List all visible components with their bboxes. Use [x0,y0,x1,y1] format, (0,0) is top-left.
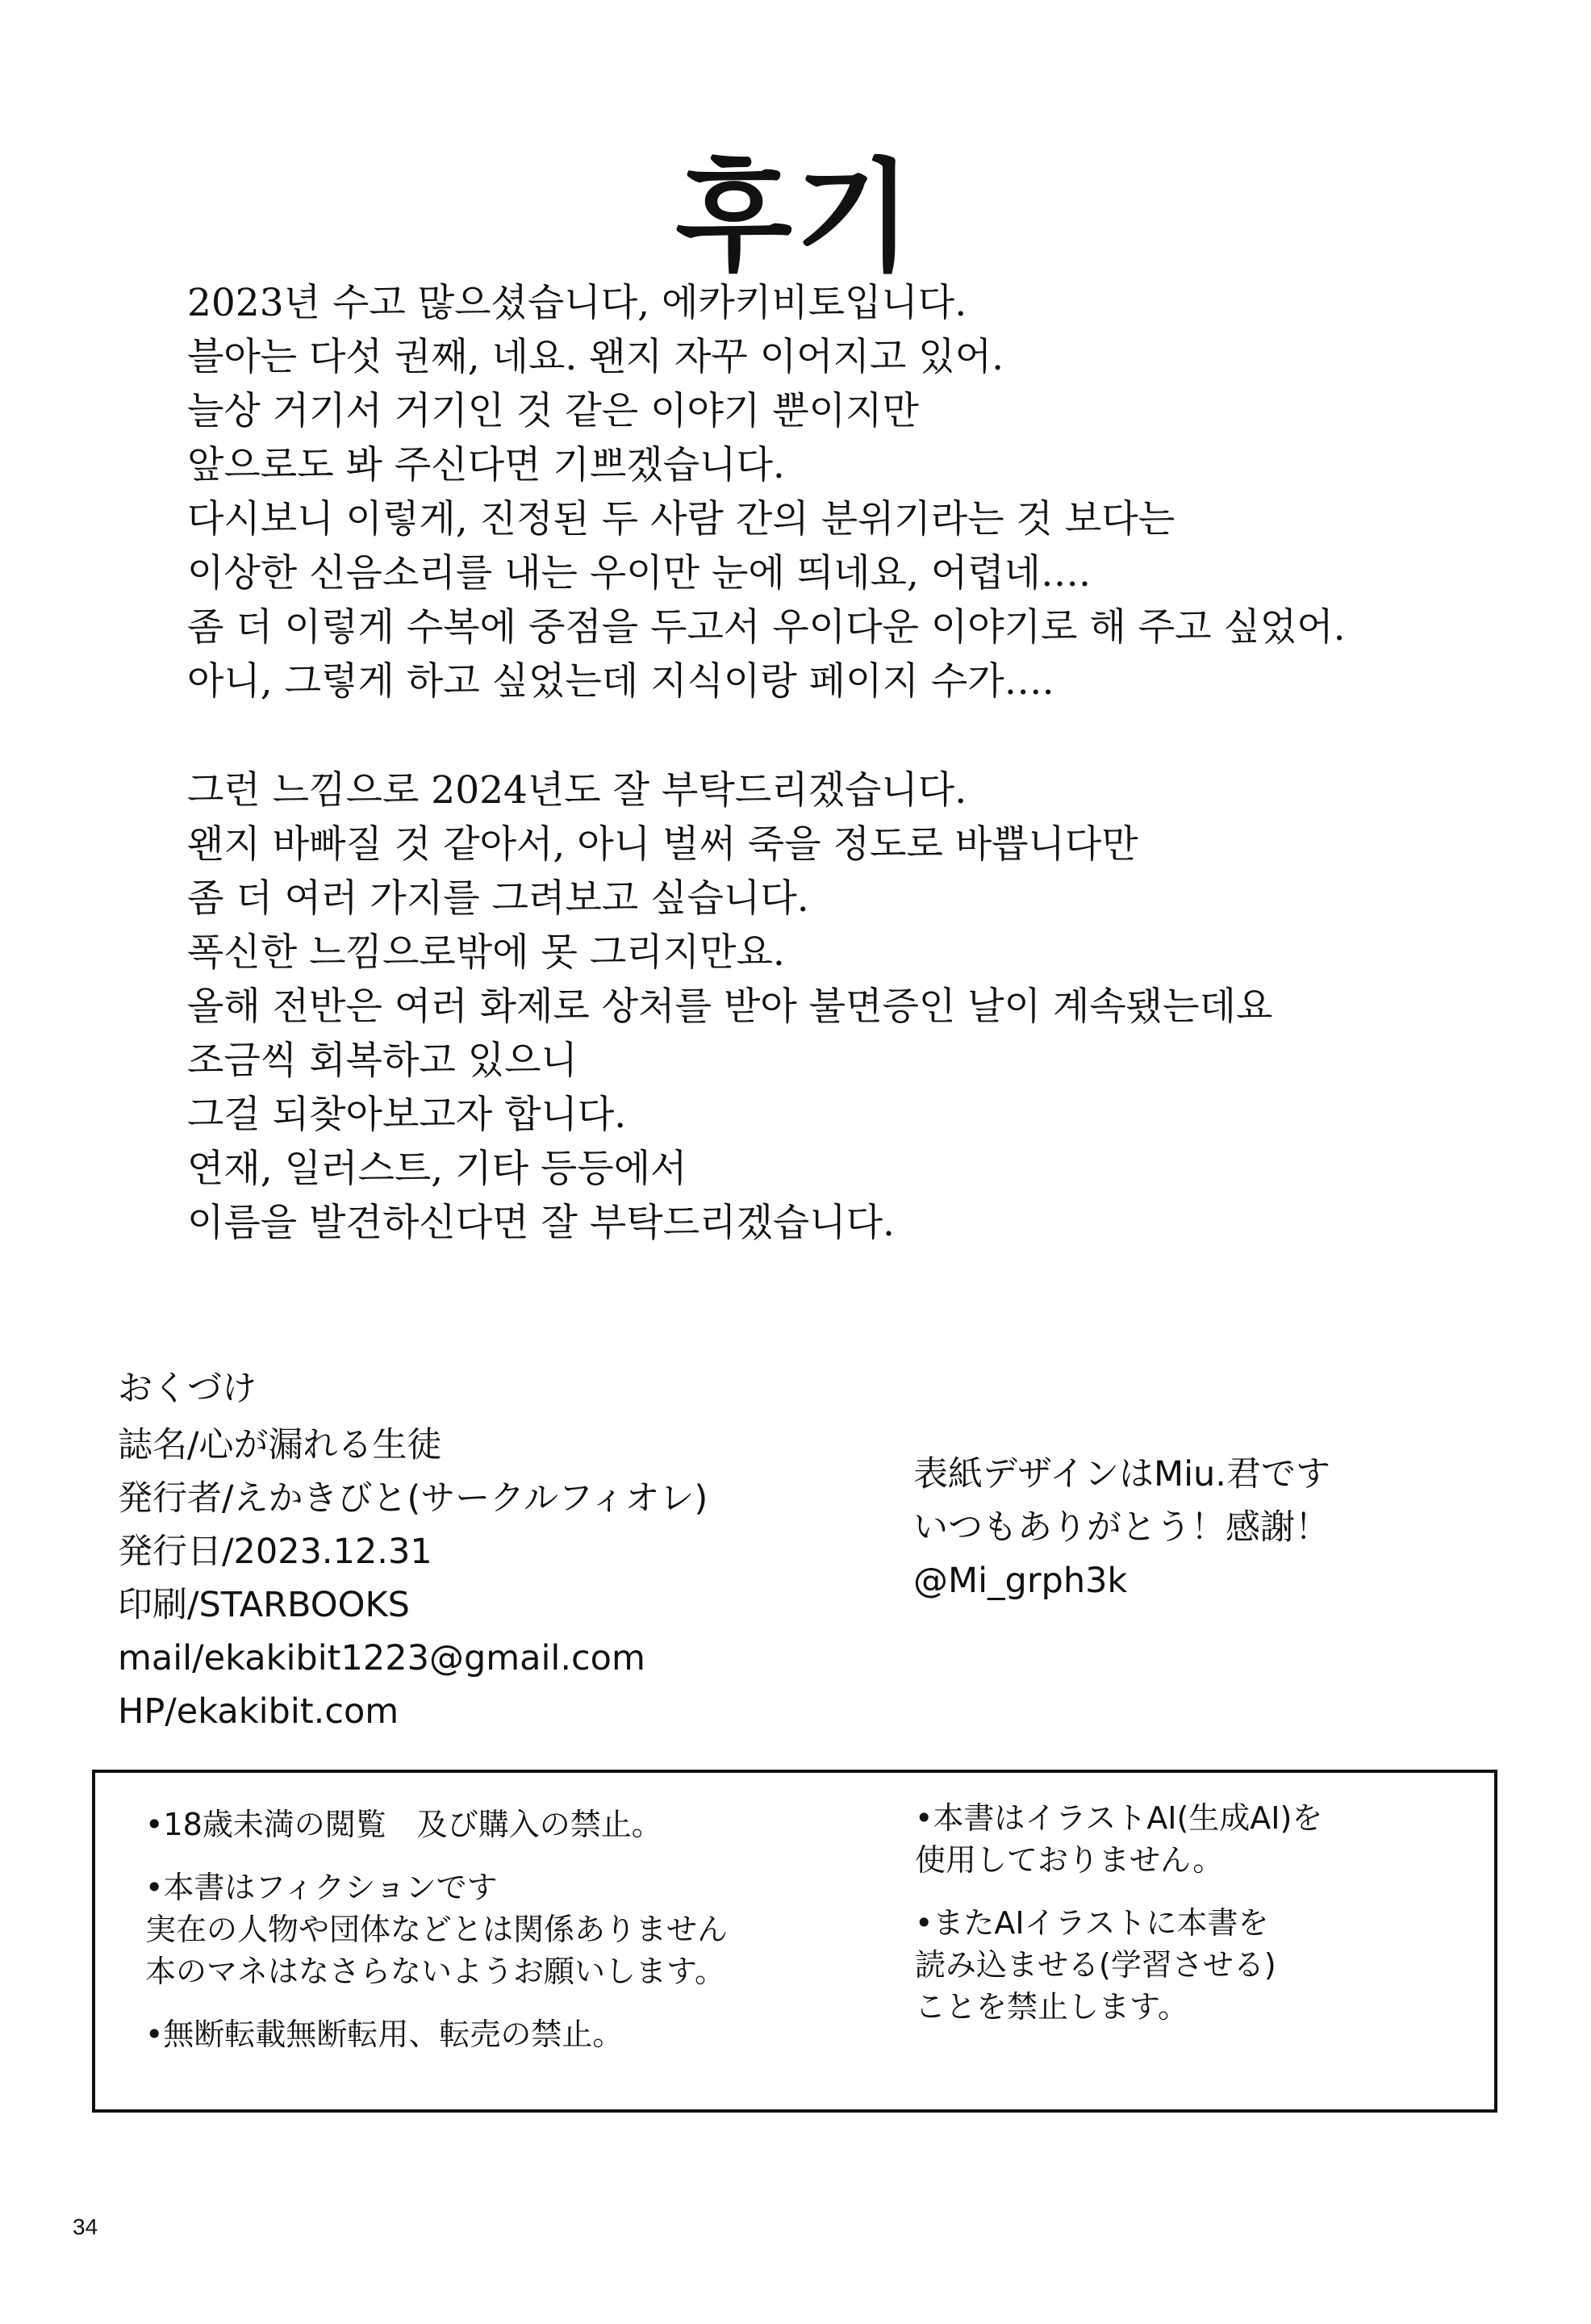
afterword-line: 연재, 일러스트, 기타 등등에서 [187,1147,687,1191]
afterword-line: 앞으로도 봐 주신다면 기쁘겠습니다. [187,443,785,487]
afterword-line: 늘상 거기서 거기인 것 같은 이야기 뿐이지만 [187,389,919,433]
afterword-paragraph-2 [187,763,1446,1250]
notice-line: •本書はフィクションです [145,1870,498,1905]
afterword-line: 왠지 바빠질 것 같아서, 아니 벌써 죽을 정도로 바쁩니다만 [187,822,1138,867]
afterword-line: 올해 전반은 여러 화제로 상처를 받아 불면증인 날이 계속됐는데요 [187,984,1273,1029]
notice-line: 使用しておりません。 [915,1842,1224,1878]
colophon-printer: 印刷/STARBOOKS [118,1585,410,1625]
afterword-line: 2023년 수고 많으셨습니다, 에카키비토입니다. [187,281,967,325]
colophon-publisher: 発行者/えかきびと(サークルフィオレ) [118,1478,708,1519]
afterword-line: 이상한 신음소리를 내는 우이만 눈에 띄네요, 어렵네…. [187,551,1091,596]
notice-item [145,1804,920,1845]
colophon-heading: おくづけ [118,1369,257,1409]
credit-line: 表紙デザインはMiu.君です [913,1454,1330,1494]
notice-column-right [915,1797,1464,2049]
credit-line: いつもありがとう！感謝！ [913,1507,1330,1548]
colophon [118,1362,844,1738]
notice-line: ことを禁止します。 [915,1989,1188,2025]
notice-item [915,1902,1464,2028]
afterword-line: 조금씩 회복하고 있으니 [187,1039,578,1083]
afterword-line: 이름을 발견하신다면 잘 부탁드리겠습니다. [187,1201,895,1245]
notice-line: •18歳未満の閲覧 及び購入の禁止。 [145,1807,662,1842]
colophon-date: 発行日/2023.12.31 [118,1532,432,1572]
afterword-line: 그런 느낌으로 2024년도 잘 부탁드리겠습니다. [187,768,967,813]
notice-column-left [145,1804,920,2076]
cover-design-credit [913,1448,1543,1607]
afterword-line: 다시보니 이렇게, 진정된 두 사람 간의 분위기라는 것 보다는 [187,497,1176,541]
notice-line: 本のマネはなさらないようお願いします。 [145,1954,725,1989]
afterword-line: 블아는 다섯 권째, 네요. 왠지 자꾸 이어지고 있어. [187,335,1004,379]
afterword-body [187,276,1446,1250]
afterword-line: 아니, 그렇게 하고 싶었는데 지식이랑 페이지 수가…. [187,659,1054,704]
afterword-line: 좀 더 여러 가지를 그려보고 싶습니다. [187,876,809,921]
afterword-line: 폭신한 느낌으로밖에 못 그리지만요. [187,930,785,975]
notice-line: 実在の人物や団体などとは関係ありません [145,1912,729,1947]
notice-line: 読み込ませる(学習させる) [915,1947,1276,1983]
credit-handle: @Mi_grph3k [913,1561,1128,1601]
page-title: 후기 [675,148,916,288]
paragraph-spacer [187,708,1446,763]
afterword-line: 좀 더 이렇게 수복에 중점을 두고서 우이다운 이야기로 해 주고 싶었어. [187,605,1346,650]
colophon-homepage: HP/ekakibit.com [118,1691,399,1732]
notice-line: •無断転載無断転用、転売の禁止。 [145,2017,624,2052]
afterword-paragraph-1 [187,276,1446,708]
notice-item [145,1866,920,1992]
notice-box [92,1770,1497,2113]
colophon-mail: mail/ekakibit1223@gmail.com [118,1638,645,1678]
colophon-title: 誌名/心が漏れる生徒 [118,1425,442,1465]
afterword-line: 그걸 되찾아보고자 합니다. [187,1093,627,1137]
notice-line: •本書はイラストAI(生成AI)を [915,1800,1323,1836]
page-number: 34 [73,2214,98,2239]
notice-line: •またAIイラストに本書を [915,1905,1269,1941]
notice-item [145,2013,920,2055]
notice-item [915,1797,1464,1881]
